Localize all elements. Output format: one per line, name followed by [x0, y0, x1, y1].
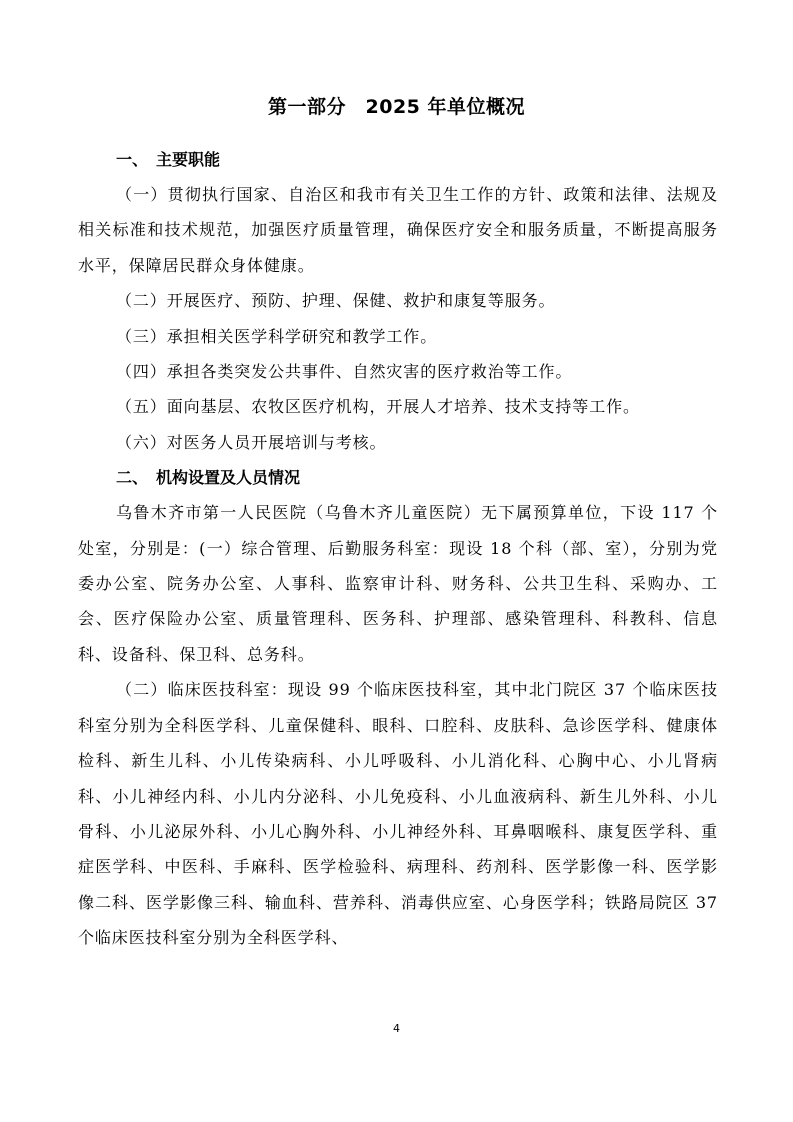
section-heading-main-functions: 一、 主要职能	[116, 150, 221, 169]
page-title: 第一部分 2025 年单位概况	[268, 96, 525, 118]
paragraph-organization-2: （二）临床医技科室：现设 99 个临床医技科室，其中北门院区 37 个临床医技科室分别为全科医学科、儿童保健科、眼科、口腔科、皮肤科、急诊医学科、健康体检科、新生儿科、小儿传染病科、小儿呼吸科、小儿消化科、心胸中心、小儿肾病科、小儿神经内科、小儿内分泌科、小儿免疫科、小儿血液病科、新生儿外科、小儿骨科、小儿泌尿外科、小儿心胸外科、小儿神经外科、耳鼻咽喉科、康复医学科、重症医学科、中医科、手麻科、医学检验科、病理科、药剂科、医学影像一科、医学影像二科、医学影像三科、输血科、营养科、消毒供应室、心身医学科；铁路局院区 37 个临床医技科室分别为全科医学科、	[78, 680, 718, 948]
page-number: 4	[393, 1022, 400, 1035]
document-body	[78, 142, 718, 956]
paragraph-function-1: （一）贯彻执行国家、自治区和我市有关卫生工作的方针、政策和法律、法规及相关标准和技术规范，加强医疗质量管理，确保医疗安全和服务质量，不断提高服务水平，保障居民群众身体健康。	[78, 185, 718, 275]
section-heading-organization: 二、 机构设置及人员情况	[116, 468, 301, 488]
paragraph-function-5: （五）面向基层、农牧区医疗机构，开展人才培养、技术支持等工作。	[116, 397, 640, 417]
paragraph-function-2: （二）开展医疗、预防、护理、保健、救护和康复等服务。	[116, 291, 556, 311]
paragraph-organization-1: 乌鲁木齐市第一人民医院（乌鲁木齐儿童医院）无下属预算单位，下设 117 个处室，分别是：(一）综合管理、后勤服务科室：现设 18 个科（部、室），分别为党委办公室、院务办公室、人事科、监察审计科、财务科、公共卫生科、采购办、工会、医疗保险办公室、质量管理科、医务科、护理部、感染管理科、科教科、信息科、设备科、保卫科、总务科。	[78, 503, 718, 664]
paragraph-function-6: （六）对医务人员开展培训与考核。	[116, 432, 387, 452]
paragraph-function-4: （四）承担各类突发公共事件、自然灾害的医疗救治等工作。	[116, 362, 573, 382]
paragraph-function-3: （三）承担相关医学科学研究和教学工作。	[116, 326, 438, 346]
